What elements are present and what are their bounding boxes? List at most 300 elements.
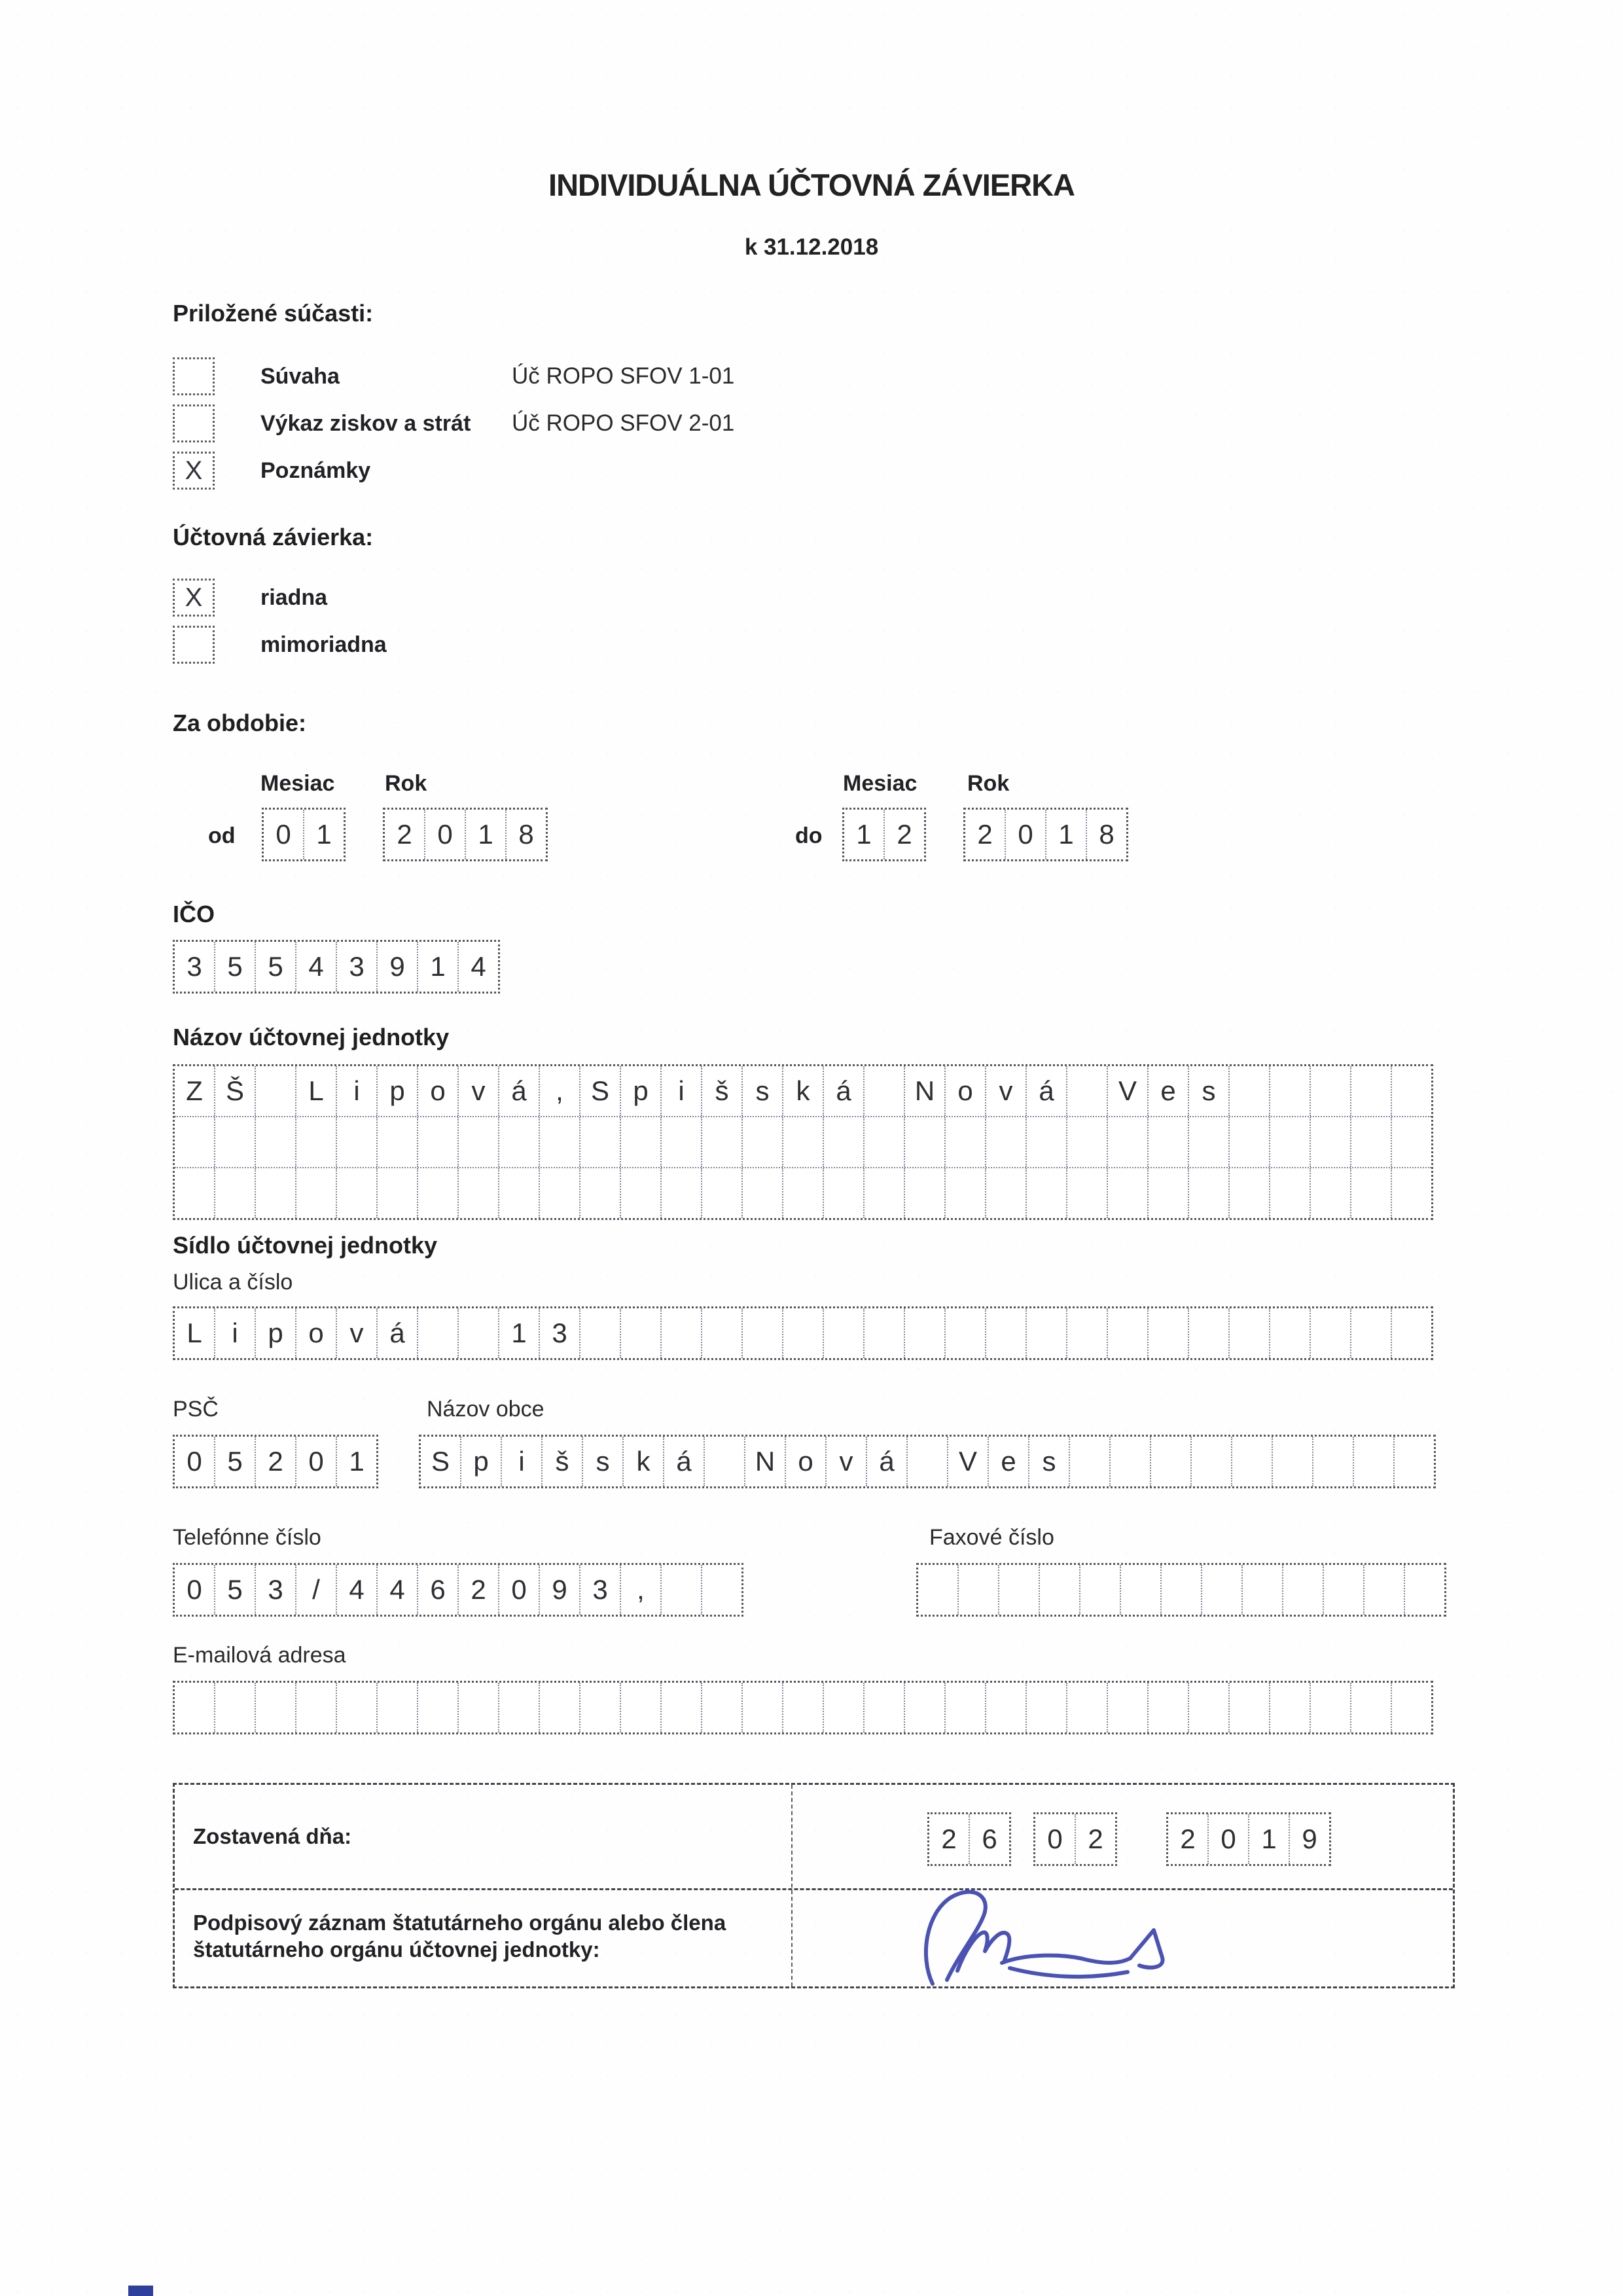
char-box: V [947, 1437, 988, 1486]
char-box: 6 [417, 1565, 457, 1615]
checkbox-poznamky: X [173, 452, 215, 490]
char-box: S [579, 1066, 620, 1116]
checkbox-suvaha [173, 357, 215, 395]
char-box: s [741, 1066, 782, 1116]
char-box: á [498, 1066, 539, 1116]
char-box: 5 [214, 1565, 255, 1615]
char-box: 0 [1005, 810, 1045, 859]
char-box [175, 1168, 214, 1218]
char-box: i [660, 1066, 701, 1116]
table-horizontal-divider [175, 1888, 1453, 1890]
char-box [660, 1168, 701, 1218]
char-box [944, 1117, 985, 1167]
char-box [295, 1683, 336, 1732]
char-box [1066, 1066, 1107, 1116]
char-box [1201, 1565, 1241, 1615]
char-box [457, 1117, 498, 1167]
char-box [1269, 1683, 1310, 1732]
char-box: 2 [977, 819, 993, 850]
char-box: 0 [187, 1574, 202, 1605]
char-box: 2 [255, 1437, 295, 1486]
char-box: i [214, 1308, 255, 1358]
char-box: 1 [856, 819, 872, 850]
char-box [417, 1308, 457, 1358]
char-box: s [582, 1437, 622, 1486]
period-heading: Za obdobie: [173, 709, 306, 736]
char-box: 8 [1086, 810, 1126, 859]
char-box [1310, 1683, 1350, 1732]
char-box: V [1107, 1066, 1147, 1116]
char-box [255, 1683, 295, 1732]
char-box: L [187, 1318, 202, 1348]
year-label: Rok [967, 771, 1010, 796]
char-box [1039, 1565, 1079, 1615]
char-box: 4 [457, 942, 498, 992]
char-box [255, 1117, 295, 1167]
char-box [1310, 1117, 1350, 1167]
period-to-label: do [795, 823, 823, 848]
char-box: e [988, 1437, 1028, 1486]
char-box: 0 [1047, 1823, 1063, 1854]
entity-name-row [175, 1167, 1431, 1218]
char-box [1026, 1168, 1066, 1218]
char-box [1310, 1308, 1350, 1358]
char-box [1310, 1168, 1350, 1218]
char-box: k [782, 1066, 823, 1116]
char-box: s [1028, 1437, 1069, 1486]
ico-label: IČO [173, 901, 215, 927]
char-box: 1 [1045, 810, 1086, 859]
char-box [1404, 1565, 1444, 1615]
char-box [1188, 1117, 1228, 1167]
attachment-row [173, 404, 1154, 442]
char-box [863, 1168, 904, 1218]
char-box [823, 1117, 863, 1167]
char-box [782, 1683, 823, 1732]
char-box: 2 [397, 819, 412, 850]
address-heading: Sídlo účtovnej jednotky [173, 1232, 438, 1259]
closing-row [173, 579, 762, 617]
char-box [904, 1683, 944, 1732]
char-box [1391, 1066, 1431, 1116]
scan-artifact [128, 2286, 153, 2296]
char-box [741, 1683, 782, 1732]
char-box [1391, 1308, 1431, 1358]
char-box: o [944, 1066, 985, 1116]
char-box [782, 1308, 823, 1358]
char-box [457, 1168, 498, 1218]
char-box: k [622, 1437, 663, 1486]
char-box [1269, 1066, 1310, 1116]
char-box: á [866, 1437, 906, 1486]
closing-row [173, 626, 762, 664]
table-vertical-divider [791, 1785, 793, 1986]
city-boxes [419, 1435, 1436, 1488]
char-box [704, 1437, 744, 1486]
char-box: v [336, 1308, 376, 1358]
char-box [1107, 1117, 1147, 1167]
char-box: 1 [1248, 1814, 1289, 1864]
char-box [985, 1117, 1026, 1167]
char-box [376, 1683, 417, 1732]
char-box: 4 [295, 942, 336, 992]
char-box [1391, 1683, 1431, 1732]
char-box [1190, 1437, 1231, 1486]
fax-label: Faxové číslo [929, 1525, 1054, 1550]
char-box: 0 [276, 819, 291, 850]
char-box [701, 1308, 741, 1358]
attachment-label: Súvaha [260, 363, 340, 389]
char-box [1350, 1168, 1391, 1218]
period-from-label: od [208, 823, 236, 848]
char-box [579, 1168, 620, 1218]
char-box: 3 [187, 951, 202, 982]
char-box [1269, 1308, 1310, 1358]
char-box [1160, 1565, 1201, 1615]
char-box [944, 1683, 985, 1732]
attachment-row [173, 452, 1154, 490]
char-box [1269, 1117, 1310, 1167]
char-box [1066, 1117, 1107, 1167]
closing-label: mimoriadna [260, 632, 387, 657]
page-title: INDIVIDUÁLNA ÚČTOVNÁ ZÁVIERKA [548, 168, 1075, 202]
char-box: Z [186, 1075, 203, 1106]
char-box [1350, 1117, 1391, 1167]
ico-boxes [173, 940, 500, 994]
char-box [741, 1168, 782, 1218]
report-date-line: k 31.12.2018 [744, 234, 879, 260]
char-box [498, 1117, 539, 1167]
char-box: o [785, 1437, 825, 1486]
period-to-year-boxes [963, 808, 1128, 861]
char-box [214, 1683, 255, 1732]
char-box [1066, 1308, 1107, 1358]
char-box: o [417, 1066, 457, 1116]
checkbox-vykaz [173, 404, 215, 442]
char-box [175, 1683, 214, 1732]
char-box: š [541, 1437, 582, 1486]
char-box [1393, 1437, 1434, 1486]
entity-name-row [175, 1066, 1431, 1116]
char-box [904, 1308, 944, 1358]
closing-label: riadna [260, 584, 328, 610]
char-box [457, 1308, 498, 1358]
char-box: 1 [303, 810, 344, 859]
char-box: p [620, 1066, 660, 1116]
char-box: 2 [1180, 1823, 1196, 1854]
char-box: á [1026, 1066, 1066, 1116]
entity-name-row [175, 1116, 1431, 1167]
phone-boxes [173, 1563, 743, 1617]
compiled-on-label: Zostavená dňa: [193, 1824, 352, 1848]
char-box [1069, 1437, 1109, 1486]
char-box: 3 [336, 942, 376, 992]
char-box [579, 1308, 620, 1358]
char-box [1363, 1565, 1404, 1615]
char-box [1188, 1168, 1228, 1218]
period-from-year-boxes [383, 808, 548, 861]
phone-label: Telefónne číslo [173, 1525, 321, 1550]
char-box [1150, 1437, 1190, 1486]
char-box: 5 [255, 942, 295, 992]
char-box [1272, 1437, 1312, 1486]
char-box [998, 1565, 1039, 1615]
char-box [701, 1683, 741, 1732]
char-box: i [336, 1066, 376, 1116]
period-to-month-boxes [842, 808, 926, 861]
char-box [1312, 1437, 1353, 1486]
char-box [498, 1168, 539, 1218]
closing-type-heading: Účtovná závierka: [173, 524, 374, 550]
char-box: 0 [1207, 1814, 1248, 1864]
char-box: Š [214, 1066, 255, 1116]
char-box [1026, 1308, 1066, 1358]
char-box [1079, 1565, 1120, 1615]
char-box [417, 1117, 457, 1167]
char-box: 1 [498, 1308, 539, 1358]
entity-name-grid [173, 1064, 1433, 1220]
char-box [701, 1565, 741, 1615]
char-box [660, 1117, 701, 1167]
char-box: 2 [883, 810, 924, 859]
char-box [1107, 1683, 1147, 1732]
char-box [701, 1117, 741, 1167]
email-boxes [173, 1681, 1433, 1734]
char-box [660, 1308, 701, 1358]
char-box: L [295, 1066, 336, 1116]
handwritten-signature [914, 1884, 1189, 1996]
char-box [782, 1117, 823, 1167]
char-box: 9 [1289, 1814, 1329, 1864]
char-box [944, 1168, 985, 1218]
char-box [660, 1683, 701, 1732]
char-box [1350, 1683, 1391, 1732]
char-box [1391, 1117, 1431, 1167]
char-box [823, 1168, 863, 1218]
attachment-code: Úč ROPO SFOV 1-01 [512, 363, 735, 389]
char-box [1066, 1168, 1107, 1218]
char-box: , [539, 1066, 579, 1116]
char-box: v [985, 1066, 1026, 1116]
char-box [1188, 1308, 1228, 1358]
char-box: , [620, 1565, 660, 1615]
char-box [214, 1168, 255, 1218]
char-box [1310, 1066, 1350, 1116]
char-box [255, 1066, 295, 1116]
attachments-heading: Priložené súčasti: [173, 300, 374, 327]
char-box [1147, 1168, 1188, 1218]
char-box [660, 1565, 701, 1615]
char-box [1391, 1168, 1431, 1218]
char-box: á [376, 1308, 417, 1358]
char-box: p [376, 1066, 417, 1116]
char-box [336, 1168, 376, 1218]
month-label: Mesiac [843, 771, 918, 796]
char-box: / [295, 1565, 336, 1615]
char-box [863, 1308, 904, 1358]
char-box: 3 [255, 1565, 295, 1615]
checkbox-riadna: X [173, 579, 215, 617]
char-box [620, 1683, 660, 1732]
char-box [620, 1168, 660, 1218]
char-box: š [701, 1066, 741, 1116]
char-box [539, 1168, 579, 1218]
char-box: 4 [336, 1565, 376, 1615]
char-box [539, 1683, 579, 1732]
char-box [863, 1117, 904, 1167]
char-box [336, 1117, 376, 1167]
char-box: 2 [457, 1565, 498, 1615]
char-box [539, 1117, 579, 1167]
char-box [1147, 1308, 1188, 1358]
char-box [823, 1683, 863, 1732]
email-label: E-mailová adresa [173, 1643, 346, 1668]
char-box [823, 1308, 863, 1358]
char-box: e [1147, 1066, 1188, 1116]
entity-name-label: Názov účtovnej jednotky [173, 1024, 450, 1050]
char-box [1107, 1168, 1147, 1218]
char-box: o [295, 1308, 336, 1358]
period-from-month-boxes [262, 808, 346, 861]
char-box [985, 1308, 1026, 1358]
char-box [620, 1308, 660, 1358]
attachment-row [173, 357, 1154, 395]
street-boxes [173, 1306, 1433, 1360]
char-box [1120, 1565, 1160, 1615]
char-box [1228, 1168, 1269, 1218]
char-box [904, 1117, 944, 1167]
char-box: á [823, 1066, 863, 1116]
char-box [957, 1565, 998, 1615]
month-label: Mesiac [260, 771, 335, 796]
char-box: S [431, 1446, 450, 1477]
char-box [1066, 1683, 1107, 1732]
attachment-label: Poznámky [260, 457, 371, 483]
psc-boxes [173, 1435, 378, 1488]
city-label: Názov obce [427, 1397, 544, 1422]
char-box: 3 [539, 1308, 579, 1358]
signature-table [173, 1783, 1455, 1988]
char-box: 2 [1075, 1814, 1115, 1864]
char-box [1228, 1683, 1269, 1732]
char-box [376, 1117, 417, 1167]
char-box [1353, 1437, 1393, 1486]
psc-label: PSČ [173, 1397, 219, 1422]
char-box [782, 1168, 823, 1218]
year-label: Rok [385, 771, 427, 796]
checkbox-mimoriadna [173, 626, 215, 664]
char-box: 0 [498, 1565, 539, 1615]
char-box [255, 1168, 295, 1218]
compiled-year-boxes [1166, 1812, 1331, 1866]
char-box [985, 1683, 1026, 1732]
char-box: á [663, 1437, 704, 1486]
char-box [214, 1117, 255, 1167]
char-box [1026, 1117, 1066, 1167]
char-box: 0 [187, 1446, 202, 1477]
char-box [579, 1117, 620, 1167]
char-box [1188, 1683, 1228, 1732]
char-box [1350, 1066, 1391, 1116]
char-box [944, 1308, 985, 1358]
char-box [863, 1066, 904, 1116]
char-box: 5 [214, 1437, 255, 1486]
char-box [906, 1437, 947, 1486]
char-box: 3 [579, 1565, 620, 1615]
char-box [295, 1168, 336, 1218]
char-box [1231, 1437, 1272, 1486]
char-box [1282, 1565, 1323, 1615]
char-box [1109, 1437, 1150, 1486]
char-box [1026, 1683, 1066, 1732]
char-box [1228, 1066, 1269, 1116]
char-box: 2 [941, 1823, 957, 1854]
signature-statement-label: Podpisový záznam štatutárneho orgánu alebo člena štatutárneho orgánu účtovnej jednotky: [193, 1910, 726, 1962]
char-box: p [255, 1308, 295, 1358]
char-box [904, 1168, 944, 1218]
char-box [457, 1683, 498, 1732]
char-box: N [744, 1437, 785, 1486]
char-box [1147, 1117, 1188, 1167]
char-box: 1 [336, 1437, 376, 1486]
attachment-code: Úč ROPO SFOV 2-01 [512, 410, 735, 436]
fax-boxes [916, 1563, 1446, 1617]
char-box: 1 [417, 942, 457, 992]
char-box [985, 1168, 1026, 1218]
char-box: p [460, 1437, 501, 1486]
char-box: v [457, 1066, 498, 1116]
char-box [376, 1168, 417, 1218]
char-box [417, 1683, 457, 1732]
char-box: 5 [214, 942, 255, 992]
char-box [1323, 1565, 1363, 1615]
char-box [918, 1565, 957, 1615]
char-box: s [1188, 1066, 1228, 1116]
char-box [741, 1117, 782, 1167]
char-box: v [825, 1437, 866, 1486]
char-box: 9 [539, 1565, 579, 1615]
char-box [620, 1117, 660, 1167]
char-box: 1 [465, 810, 505, 859]
char-box: 0 [295, 1437, 336, 1486]
char-box: 8 [505, 810, 546, 859]
char-box [1228, 1308, 1269, 1358]
attachment-label: Výkaz ziskov a strát [260, 410, 471, 436]
char-box: 9 [376, 942, 417, 992]
char-box [863, 1683, 904, 1732]
char-box: 4 [376, 1565, 417, 1615]
char-box: 6 [969, 1814, 1009, 1864]
char-box: i [501, 1437, 541, 1486]
char-box [741, 1308, 782, 1358]
char-box [498, 1683, 539, 1732]
char-box: 0 [424, 810, 465, 859]
compiled-month-boxes [1033, 1812, 1117, 1866]
char-box [1228, 1117, 1269, 1167]
char-box [1147, 1683, 1188, 1732]
char-box [417, 1168, 457, 1218]
char-box [1350, 1308, 1391, 1358]
char-box [579, 1683, 620, 1732]
char-box [336, 1683, 376, 1732]
char-box [1241, 1565, 1282, 1615]
compiled-day-boxes [927, 1812, 1011, 1866]
char-box [1269, 1168, 1310, 1218]
char-box [175, 1117, 214, 1167]
char-box: N [904, 1066, 944, 1116]
char-box [295, 1117, 336, 1167]
char-box [701, 1168, 741, 1218]
